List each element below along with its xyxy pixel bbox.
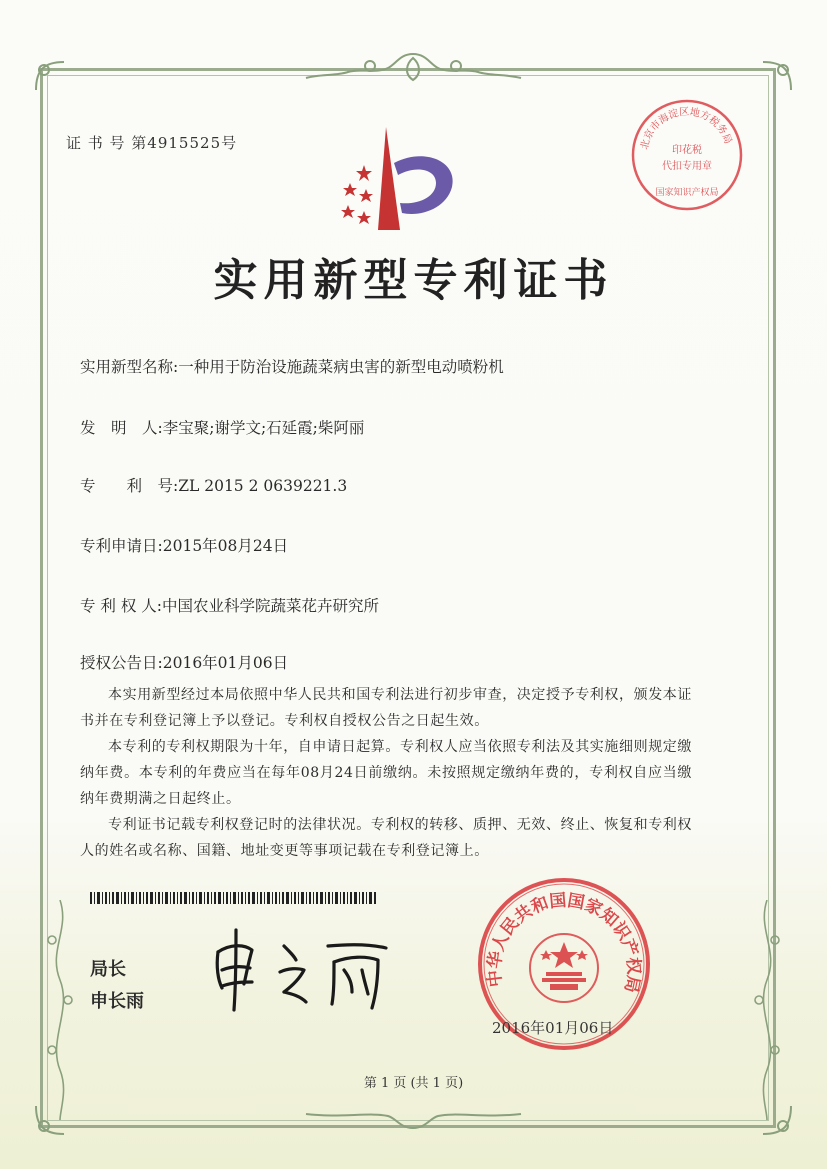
issue-date: 2016年01月06日 xyxy=(492,1019,614,1037)
local-tax-seal xyxy=(627,95,747,215)
utility-model-name-row xyxy=(80,355,504,377)
patentee-label: 专 利 权 人: xyxy=(80,597,163,615)
svg-text:中华人民共和国国家知识产权局: 中华人民共和国国家知识产权局 xyxy=(484,890,644,995)
filing-date-value: 2015年08月24日 xyxy=(162,537,289,555)
director-signature xyxy=(200,922,400,1012)
body-paragraph-2: 本专利的专利权期限为十年，自申请日起算。专利权人应当依照专利法及其实施细则规定缴纳年费。本专利的年费应当在每年08月24日前缴纳。未按照规定缴纳年费的，专利权自应当缴纳年费期满之日起终止。 xyxy=(80,739,692,807)
filing-date-label: 专利申请日: xyxy=(80,537,163,555)
barcode xyxy=(90,892,376,904)
top-ornament xyxy=(300,50,527,84)
body-text xyxy=(80,682,692,864)
announcement-date-label: 授权公告日: xyxy=(80,654,163,672)
svg-text:北京市海淀区地方税务局: 北京市海淀区地方税务局 xyxy=(639,106,734,151)
utility-model-name-value: 一种用于防治设施蔬菜病虫害的新型电动喷粉机 xyxy=(178,358,504,376)
bottom-ornament xyxy=(300,1108,527,1134)
svg-text:代扣专用章: 代扣专用章 xyxy=(662,161,712,172)
body-paragraph-3: 专利证书记载专利权登记时的法律状况。专利权的转移、质押、无效、终止、恢复和专利权人的姓名或名称、国籍、地址变更等事项记载在专利登记簿上。 xyxy=(80,817,692,859)
announcement-date-value: 2016年01月06日 xyxy=(162,654,289,672)
certificate-number: 证 书 号 第4915525号 xyxy=(66,134,238,152)
inventor-row xyxy=(80,416,364,438)
director-name: 申长雨 xyxy=(90,991,144,1012)
inventor-label: 发 明 人: xyxy=(80,419,163,437)
patent-number-label: 专 利 号: xyxy=(80,477,179,495)
patentee-row xyxy=(80,594,379,616)
corner-ornament-tl xyxy=(30,56,70,96)
announcement-date-row xyxy=(80,651,288,673)
svg-text:国家知识产权局: 国家知识产权局 xyxy=(655,188,719,198)
certificate-title: 实用新型专利证书 xyxy=(213,255,614,306)
svg-text:印花税: 印花税 xyxy=(672,145,702,156)
patent-number-row xyxy=(80,474,347,496)
inventor-value: 李宝聚;谢学文;石延霞;柴阿丽 xyxy=(162,419,365,437)
utility-model-name-label: 实用新型名称: xyxy=(80,358,179,376)
body-paragraph-1: 本实用新型经过本局依照中华人民共和国专利法进行初步审查，决定授予专利权，颁发本证书并在专利登记簿上予以登记。专利权自授权公告之日起生效。 xyxy=(80,687,692,729)
director-title: 局长 xyxy=(90,959,126,980)
sipo-logo xyxy=(328,125,468,235)
page-number: 第 1 页 (共 1 页) xyxy=(363,1076,464,1091)
filing-date-row xyxy=(80,534,288,556)
patent-number-value: ZL 2015 2 0639221.3 xyxy=(178,477,348,495)
patentee-value: 中国农业科学院蔬菜花卉研究所 xyxy=(162,597,380,615)
corner-ornament-tr xyxy=(757,56,797,96)
